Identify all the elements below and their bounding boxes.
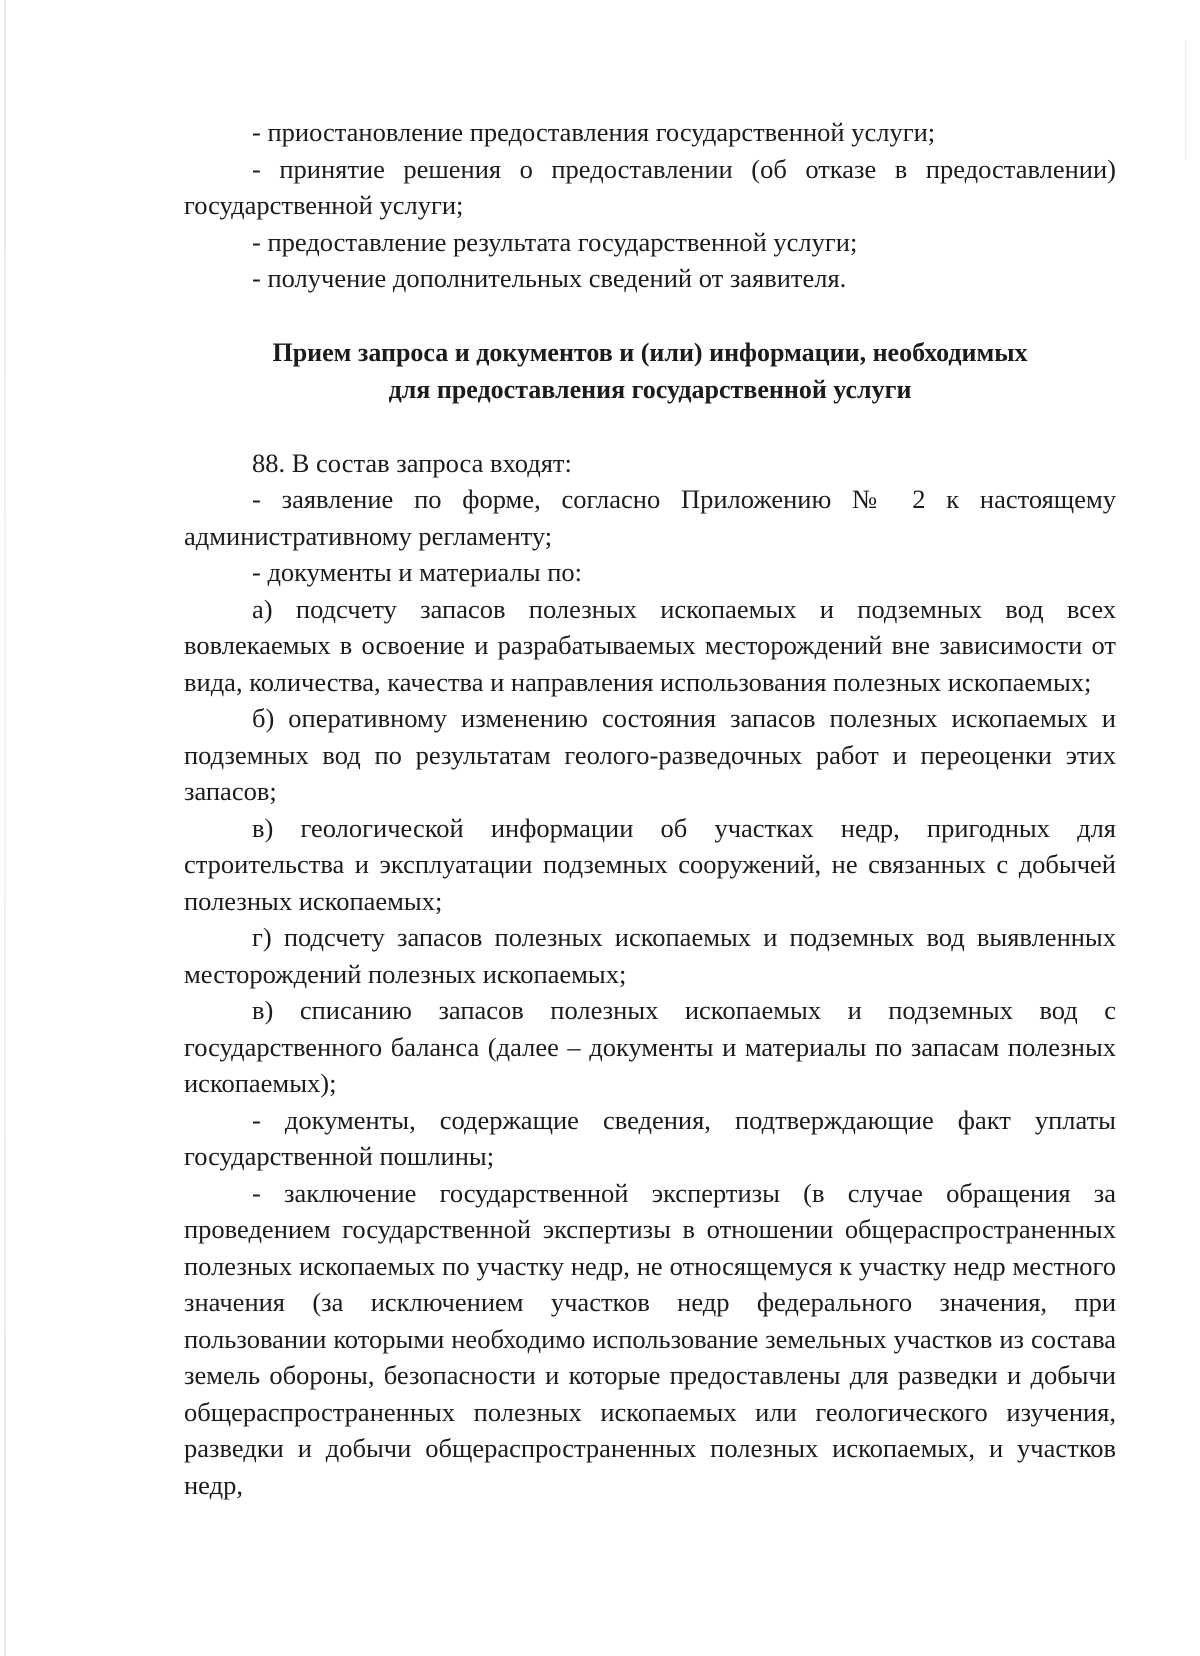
- subitem-b: б) оперативному изменению состояния запасов полезных ископаемых и подземных вод по результатам геолого-разведочных работ и переоценки этих запасов;: [184, 703, 1116, 806]
- subitem-g: г) подсчету запасов полезных ископаемых и подземных вод выявленных месторождений полезных ископаемых;: [184, 922, 1116, 989]
- scan-edge-left: [4, 0, 6, 1656]
- intro-item-suspension: - приостановление предоставления государственной услуги;: [252, 117, 936, 147]
- subitem-v-geological-info: в) геологической информации об участках недр, пригодных для строительства и эксплуатации подземных сооружений, не связанных с добычей полезных ископаемых;: [184, 812, 1116, 916]
- intro-item-decision: - принятие решения о предоставлении (об отказе в предоставлении) государственной услуги;: [184, 153, 1116, 220]
- scan-edge-right: [1185, 40, 1186, 160]
- item-fee-payment: - документы, содержащие сведения, подтверждающие факт уплаты государственной пошлины;: [184, 1104, 1116, 1171]
- intro-item-result: - предоставление результата государственной услуги;: [252, 226, 858, 257]
- section-heading-line-2: для предоставления государственной услуги: [388, 374, 912, 404]
- subitem-a: а) подсчету запасов полезных ископаемых и подземных вод всех вовлекаемых в освоение и разрабатываемых месторождений вне зависимости от вида, количества, качества и направления использования полезных ископаемых;: [184, 593, 1116, 697]
- section-heading: [184, 334, 1116, 408]
- item-application-form: - заявление по форме, согласно Приложению № 2 к настоящему административному регламенту;: [184, 484, 1116, 551]
- item-documents-materials: - документы и материалы по:: [252, 557, 582, 587]
- section-heading-line-1: Прием запроса и документов и (или) информации, необходимых: [272, 337, 1028, 367]
- document-body: [184, 114, 1116, 1503]
- paragraph-88: 88. В состав запроса входят:: [252, 447, 572, 478]
- intro-item-additional-info: - получение дополнительных сведений от заявителя.: [252, 263, 847, 293]
- item-expertise-conclusion: - заключение государственной экспертизы (в случае обращения за проведением государственной экспертизы в отношении общераспространенных полезных ископаемых по участку недр, не относящемуся к участку недр местного значения (за исключением участков недр федерального значения, при пользовании которыми необходимо использование земельных участков из состава земель обороны, безопасности и которые предоставлены для разведки и добычи общераспространенных полезных ископаемых или геологического изучения, разведки и добычи общераспространенных полезных ископаемых, и участков недр,: [184, 1177, 1116, 1500]
- subitem-v-write-off: в) списанию запасов полезных ископаемых и подземных вод с государственного баланса (далее – документы и материалы по запасам полезных ископаемых);: [184, 995, 1116, 1098]
